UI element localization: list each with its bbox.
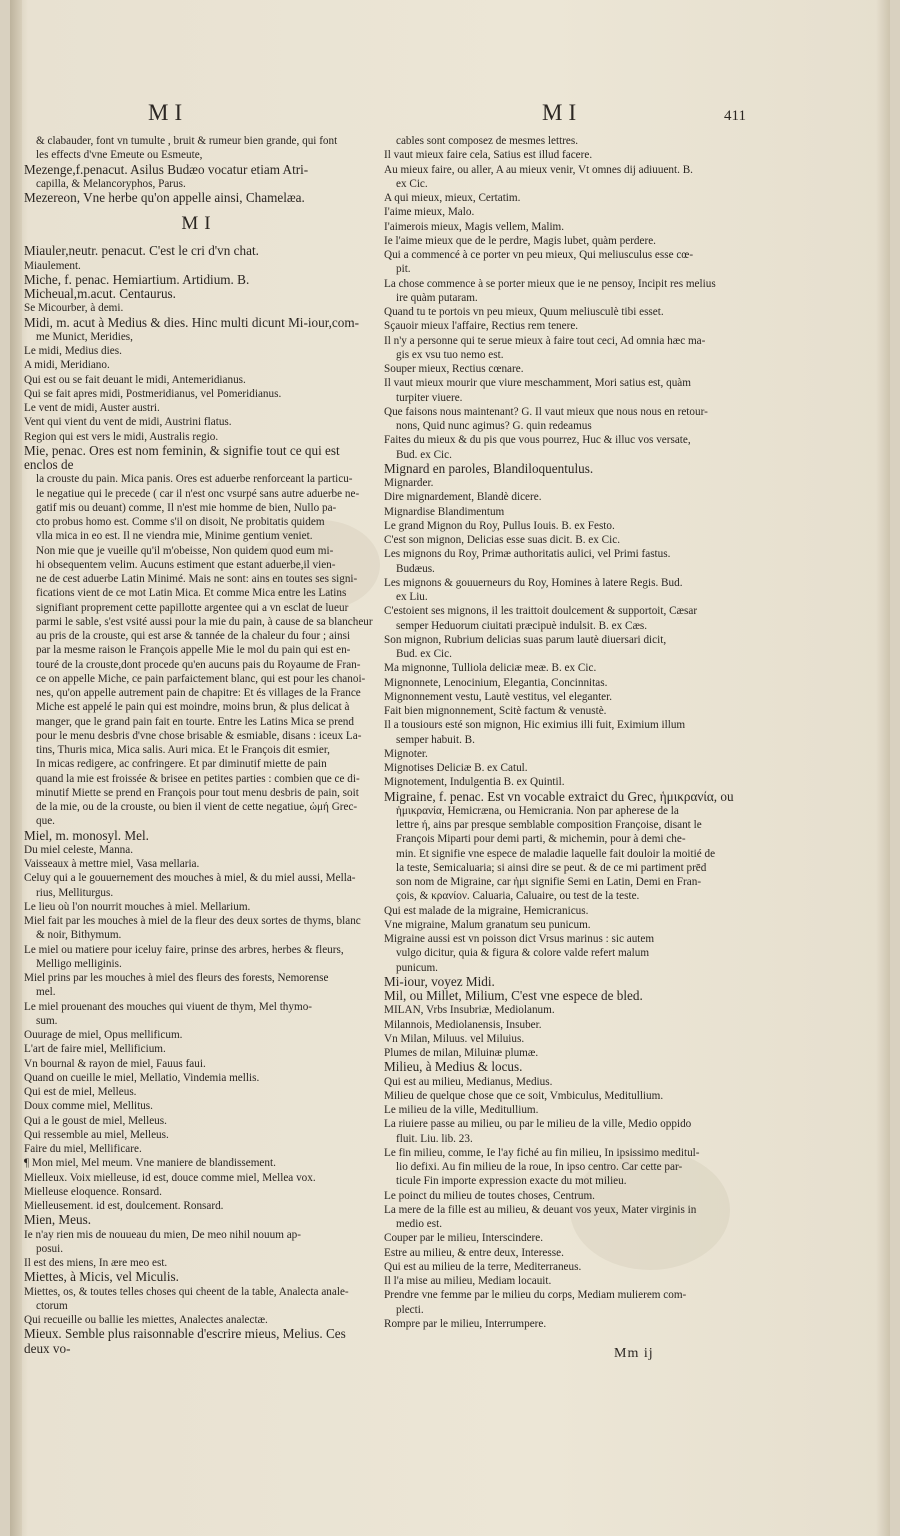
dictionary-line: A qui mieux, mieux, Certatim.: [384, 192, 521, 204]
dictionary-line: La chose commence à se porter mieux que ie ne pensoy, Incipit res melius: [384, 277, 716, 290]
dictionary-line: Il vaut mieux faire cela, Satius est illud facere.: [384, 149, 593, 162]
page-edge: [876, 0, 890, 1536]
dictionary-line: parmi le sable, s'est vsité aussi pour la mie du pain, à cause de sa blancheur: [36, 615, 373, 628]
dictionary-line: Le miel ou matiere pour iceluy faire, prinse des arbres, herbes & fleurs,: [24, 943, 344, 956]
dictionary-line: Ouurage de miel, Opus mellificum.: [24, 1029, 183, 1041]
dictionary-line: Plumes de milan, Miluinæ plumæ.: [384, 1047, 539, 1059]
dictionary-line: Quand tu te portois vn peu mieux, Quum meliusculè tibi esset.: [384, 306, 664, 318]
dictionary-line: Milieu de quelque chose que ce soit, Vmbiculus, Meditullium.: [384, 1089, 664, 1102]
dictionary-line: Region qui est vers le midi, Australis regio.: [24, 430, 219, 443]
dictionary-line: touré de la crouste,dont procede qu'en aucuns pais du Royaume de Fran-: [36, 658, 361, 671]
dictionary-line: Budæus.: [396, 562, 435, 575]
dictionary-line: çois, & κρανίον. Caluaria, Caluaire, ou test de la teste.: [396, 890, 640, 903]
signature-mark: Mm ij: [614, 1346, 654, 1361]
dictionary-line: Miettes, os, & toutes telles choses qui cheent de la table, Analecta anale-: [24, 1285, 349, 1298]
page-binding-shadow: [10, 0, 22, 1536]
dictionary-line: son nom de Migraine, car ἡμι signifie Semi en Latin, Demi en Fran-: [396, 876, 702, 888]
dictionary-line: hi obsequentem velim. Aucuns estiment que estant aduerbe,il vien-: [36, 558, 336, 571]
dictionary-line: Mignoter.: [384, 747, 428, 760]
dictionary-line: Du miel celeste, Manna.: [24, 843, 134, 856]
dictionary-line: Il vaut mieux mourir que viure meschamment, Mori satius est, quàm: [384, 377, 691, 390]
left-column: [24, 134, 374, 1356]
dictionary-line: sum.: [36, 1014, 58, 1027]
dictionary-line: Migraine aussi est vn poisson dict Vrsus marinus : sic autem: [384, 933, 655, 945]
dictionary-line: Il a tousiours esté son mignon, Hic eximius illi fuit, Eximium illum: [384, 719, 686, 732]
dictionary-line: Mielleusement. id est, doulcement. Ronsard.: [24, 1200, 224, 1212]
dictionary-line: ce on appelle Miche, ce pain parfaictement blanc, qui est pour les chanoi-: [36, 672, 366, 685]
dictionary-line: Mignardise Blandimentum: [384, 505, 505, 518]
dictionary-line: au pris de la crouste, qui est arse & tannée de la chaleur du four ; ainsi: [36, 630, 351, 642]
dictionary-line: la crouste du pain. Mica panis. Ores est aduerbe renforceant la particu-: [36, 473, 353, 486]
dictionary-line: Mignotises Deliciæ B. ex Catul.: [384, 762, 528, 774]
dictionary-line: ire quàm putaram.: [396, 291, 478, 304]
dictionary-line: Mil, ou Millet, Milium, C'est vne espece de bled.: [384, 988, 643, 1003]
dictionary-line: Miche est appelé le pain qui est moindre, moins brun, & plus delicat à: [36, 701, 350, 714]
dictionary-line: Mignonnete, Lenocinium, Elegantia, Concinnitas.: [384, 676, 608, 689]
dictionary-line: pour le menu desbris d'vne chose brisable & esmiable, disans : iceux La-: [36, 729, 362, 742]
dictionary-line: Le milieu de la ville, Meditullium.: [384, 1104, 539, 1116]
dictionary-line: la teste, Semicaluaria; si ainsi dire se peut. & de ce mi partiment prēd: [396, 861, 707, 874]
dictionary-line: Faire du miel, Mellificare.: [24, 1143, 142, 1155]
dictionary-line: Mezenge,f.penacut. Asilus Budæo vocatur etiam Atri-: [24, 161, 309, 177]
dictionary-line: Quand on cueille le miel, Mellatio, Vindemia mellis.: [24, 1071, 260, 1084]
dictionary-line: Prendre vne femme par le milieu du corps, Mediam mulierem com-: [384, 1289, 687, 1302]
dictionary-line: Micheual,m.acut. Centaurus.: [24, 286, 176, 301]
dictionary-line: Vaisseaux à mettre miel, Vasa mellaria.: [24, 858, 200, 870]
dictionary-line: semper Heduorum ciuitati præcipuè indulsit. B. ex Cæs.: [396, 619, 648, 632]
dictionary-line: Migraine, f. penac. Est vn vocable extraict du Grec, ἡμικρανία, ou: [384, 788, 734, 804]
dictionary-line: Mie, penac. Ores est nom feminin, & signifie tout ce qui est enclos de: [24, 442, 340, 472]
dictionary-line: Mielleuse eloquence. Ronsard.: [24, 1185, 162, 1198]
dictionary-line: Miauler,neutr. penacut. C'est le cri d'vn chat.: [24, 243, 259, 259]
dictionary-line: Ie n'ay rien mis de nouueau du mien, De meo nihil nouum ap-: [24, 1228, 301, 1241]
dictionary-line: Vne migraine, Malum granatum seu punicum.: [384, 918, 591, 931]
dictionary-line: Qui est ou se fait deuant le midi, Antemeridianus.: [24, 373, 246, 386]
dictionary-line: & clabauder, font vn tumulte , bruit & rumeur bien grande, qui font: [36, 135, 338, 147]
dictionary-line: Miaulement.: [24, 259, 81, 272]
dictionary-line: cto probus homo est. Comme s'il on disoit, Ne probitatis quidem: [36, 516, 325, 528]
dictionary-line: mel.: [36, 986, 56, 999]
dictionary-line: Couper par le milieu, Interscindere.: [384, 1232, 544, 1245]
dictionary-line: ne de cest aduerbe Latin Minimé. Mais ne sont: ains en toutes ses signi-: [36, 573, 358, 585]
dictionary-line: Vn bournal & rayon de miel, Fauus faui.: [24, 1057, 206, 1070]
dictionary-line: fications vient de ce mot Latin Mica. Et comme Mica entre les Latins: [36, 587, 347, 600]
dictionary-line: Vent qui vient du vent de midi, Austrini flatus.: [24, 416, 232, 429]
dictionary-line: Qui est malade de la migraine, Hemicranicus.: [384, 904, 589, 917]
dictionary-line: quand la mie est froissée & brisee en petites parties : combien que ce di-: [36, 772, 360, 785]
dictionary-line: Miettes, à Micis, vel Miculis.: [24, 1269, 179, 1285]
dictionary-line: Mien, Meus.: [24, 1212, 92, 1228]
dictionary-line: ctorum: [36, 1299, 68, 1312]
dictionary-line: Le grand Mignon du Roy, Pullus Iouis. B. ex Festo.: [384, 519, 615, 532]
dictionary-line: nons, Quid nunc agimus? G. quin redeamus: [396, 420, 592, 432]
dictionary-line: ¶ Mon miel, Mel meum. Vne maniere de blandissement.: [24, 1157, 276, 1170]
dictionary-line: Son mignon, Rubrium delicias suas parum lautè diuersari dicit,: [384, 633, 667, 646]
dictionary-line: Le midi, Medius dies.: [24, 345, 122, 357]
dictionary-line: Celuy qui a le gouuernement des mouches à miel, & du miel aussi, Mella-: [24, 872, 356, 885]
dictionary-line: Fait bien mignonnement, Scitè factum & venustè.: [384, 705, 607, 717]
dictionary-line: lio defixi. Au fin milieu de la roue, In ipso centro. Car cette par-: [396, 1161, 683, 1173]
dictionary-line: MILAN, Vrbs Insubriæ, Mediolanum.: [384, 1004, 555, 1017]
dictionary-line: Mignonnement vestu, Lautè vestitus, vel eleganter.: [384, 690, 613, 703]
dictionary-line: Non mie que je vueille qu'il m'obeisse, Non quidem quod eum mi-: [36, 544, 334, 557]
dictionary-line: I'aimerois mieux, Magis vellem, Malim.: [384, 220, 565, 233]
dictionary-line: Milannois, Mediolanensis, Insuber.: [384, 1018, 542, 1031]
dictionary-line: que.: [36, 815, 55, 828]
dictionary-line: Qui est au milieu, Medianus, Medius.: [384, 1075, 553, 1088]
right-column: [384, 134, 740, 1331]
dictionary-line: Mignard en paroles, Blandiloquentulus.: [384, 460, 594, 476]
dictionary-line: cables sont composez de mesmes lettres.: [396, 135, 579, 147]
dictionary-line: me Munict, Meridies,: [36, 330, 133, 343]
dictionary-line: Le poinct du milieu de toutes choses, Centrum.: [384, 1189, 595, 1202]
dictionary-line: A midi, Meridiano.: [24, 359, 110, 372]
dictionary-line: La mere de la fille est au milieu, & deuant vos yeux, Mater virginis in: [384, 1203, 697, 1216]
page-number: 411: [724, 108, 746, 124]
dictionary-line: C'est son mignon, Delicias esse suas dicit. B. ex Cic.: [384, 534, 620, 546]
dictionary-line: Souper mieux, Rectius cœnare.: [384, 363, 524, 375]
dictionary-line: punicum.: [396, 961, 438, 974]
dictionary-line: Le lieu où l'on nourrit mouches à miel. Mellarium.: [24, 900, 251, 913]
dictionary-line: Mieux. Semble plus raisonnable d'escrire mieus, Melius. Ces deux vo-: [24, 1326, 346, 1356]
dictionary-line: Milieu, à Medius & locus.: [384, 1059, 523, 1075]
dictionary-line: L'art de faire miel, Mellificium.: [24, 1043, 166, 1056]
dictionary-line: les effects d'vne Emeute ou Esmeute,: [36, 149, 203, 162]
dictionary-line: Qui recueille ou ballie les miettes, Analectes analectæ.: [24, 1314, 268, 1326]
dictionary-line: Bud. ex Cic.: [396, 448, 452, 461]
dictionary-line: tins, Thuris mica, Mica salis. Auri mica. Et le François dit esmier,: [36, 744, 330, 756]
dictionary-line: Il l'a mise au milieu, Mediam locauit.: [384, 1275, 552, 1287]
dictionary-line: Vn Milan, Miluus. vel Miluius.: [384, 1032, 525, 1045]
dictionary-line: ἡμικρανία, Hemicræna, ou Hemicrania. Non par apherese de la: [396, 804, 679, 817]
dictionary-line: Midi, m. acut à Medius & dies. Hinc multi dicunt Mi-iour,com-: [24, 314, 359, 330]
dictionary-line: Mielleux. Voix mielleuse, id est, douce comme miel, Mellea vox.: [24, 1171, 316, 1184]
dictionary-line: fluit. Liu. lib. 23.: [396, 1132, 473, 1145]
dictionary-line: Miche, f. penac. Hemiartium. Artidium. B.: [24, 271, 250, 287]
dictionary-line: Faites du mieux & du pis que vous pourrez, Huc & illuc vos versate,: [384, 434, 691, 447]
running-head-left: MI: [148, 100, 189, 125]
dictionary-line: Melligo melliginis.: [36, 957, 122, 970]
dictionary-line: vulgo dicitur, quia & figura & colore valde refert malum: [396, 947, 650, 960]
dictionary-line: manger, que le grand pain fait en tourte. Entre les Latins Mica se prend: [36, 715, 354, 728]
dictionary-line: posui.: [36, 1242, 64, 1255]
dictionary-line: Ie l'aime mieux que de le perdre, Magis lubet, quàm perdere.: [384, 234, 656, 247]
dictionary-line: Miel, m. monosyl. Mel.: [24, 827, 149, 843]
dictionary-line: In micas redigere, ac confringere. Et par diminutif miette de pain: [36, 758, 327, 771]
dictionary-line: François Miparti pour demi parti, & michemin, pour à demi che-: [396, 833, 686, 846]
dictionary-line: ex Cic.: [396, 177, 428, 190]
dictionary-line: Doux comme miel, Mellitus.: [24, 1100, 153, 1113]
dictionary-line: Le fin milieu, comme, Ie l'ay fiché au fin milieu, In ipsissimo meditul-: [384, 1146, 700, 1159]
dictionary-line: lettre ή, ains par presque semblable composition Françoise, disant le: [396, 819, 702, 831]
book-page: [10, 0, 890, 1536]
dictionary-line: plecti.: [396, 1303, 424, 1316]
dictionary-line: Rompre par le milieu, Interrumpere.: [384, 1317, 547, 1330]
dictionary-line: C'estoient ses mignons, il les traittoit doulcement & supportoit, Cæsar: [384, 605, 698, 618]
dictionary-line: semper habuit. B.: [396, 733, 475, 746]
dictionary-line: Mi-iour, voyez Midi.: [384, 973, 495, 989]
dictionary-line: nes, qu'on appelle autrement pain de chapitre: Et és villages de la France: [36, 687, 361, 699]
dictionary-line: Sçauoir mieux l'affaire, Rectius rem tenere.: [384, 320, 579, 333]
dictionary-line: Qui est de miel, Melleus.: [24, 1086, 137, 1098]
dictionary-line: Les mignons du Roy, Primæ authoritatis aulici, vel Primi fastus.: [384, 548, 671, 561]
dictionary-line: Mezereon, Vne herbe qu'on appelle ainsi, Chamelæa.: [24, 190, 305, 205]
dictionary-line: Il n'y a personne qui te serue mieux à faire tout ceci, Ad omnia hæc ma-: [384, 334, 706, 347]
dictionary-line: Estre au milieu, & entre deux, Interesse.: [384, 1246, 564, 1259]
dictionary-line: Le miel prouenant des mouches qui viuent de thym, Mel thymo-: [24, 1000, 313, 1013]
dictionary-line: minutif Miette se prend en François pour tout menu desbris de pain, soit: [36, 786, 359, 799]
dictionary-line: Qui est au milieu de la terre, Mediterraneus.: [384, 1260, 582, 1273]
dictionary-line: turpiter viuere.: [396, 391, 463, 404]
dictionary-line: Ma mignonne, Tulliola deliciæ meæ. B. ex Cic.: [384, 662, 597, 675]
dictionary-line: Se Micourber, à demi.: [24, 302, 124, 315]
dictionary-line: vlla mica in eo est. Il ne viendra mie, Minime gentium veniet.: [36, 530, 313, 543]
dictionary-line: Mignarder.: [384, 477, 434, 489]
dictionary-line: Qui ressemble au miel, Melleus.: [24, 1128, 169, 1141]
dictionary-line: de la mie, ou de la crouste, ou bien il vient de cette negatiue, ὡμή Grec-: [36, 801, 358, 813]
dictionary-line: & noir, Bithymum.: [36, 929, 122, 942]
dictionary-line: Qui se fait apres midi, Postmeridianus, vel Pomeridianus.: [24, 387, 282, 400]
dictionary-line: Que faisons nous maintenant? G. Il vaut mieux que nous nous en retour-: [384, 405, 708, 418]
dictionary-line: Il est des miens, In ære meo est.: [24, 1257, 168, 1269]
running-head-right: MI: [542, 100, 583, 125]
dictionary-line: signifiant proprement cette papillotte argentee qui a vn esclat de lueur: [36, 601, 349, 614]
dictionary-line: Miel fait par les mouches à miel de la fleur des deux sortes de thyms, blanc: [24, 915, 361, 927]
dictionary-line: Miel prins par les mouches à miel des fleurs des forests, Nemorense: [24, 972, 329, 984]
dictionary-line: par la mesme raison le François appelle Mie le mol du pain qui est en-: [36, 644, 351, 657]
dictionary-line: pit.: [396, 263, 411, 276]
dictionary-line: Qui a le goust de miel, Melleus.: [24, 1114, 167, 1127]
dictionary-line: Les mignons & gouuerneurs du Roy, Homines à latere Regis. Bud.: [384, 576, 683, 589]
dictionary-line: medio est.: [396, 1218, 442, 1230]
dictionary-line: Dire mignardement, Blandè dicere.: [384, 491, 542, 504]
dictionary-line: Mignotement, Indulgentia B. ex Quintil.: [384, 776, 565, 789]
dictionary-line: gis ex vsu tuo nemo est.: [396, 348, 504, 361]
dictionary-line: Au mieux faire, ou aller, A au mieux venir, Vt omnes dij adiuuent. B.: [384, 163, 693, 176]
dictionary-line: gatif mis ou deuant) comme, Il n'est mie homme de bien, Nullo pa-: [36, 501, 337, 514]
dictionary-line: Le vent de midi, Auster austri.: [24, 402, 160, 414]
dictionary-line: min. Et signifie vne espece de maladie laquelle fait douloir la moitié de: [396, 847, 716, 860]
dictionary-line: ticule Fin importe expression exacte du mot milieu.: [396, 1175, 627, 1188]
dictionary-line: le negatiue qui le precede ( car il n'est onc vsurpé sans autre aduerbe ne-: [36, 487, 360, 500]
dictionary-line: rius, Melliturgus.: [36, 886, 114, 899]
dictionary-line: I'aime mieux, Malo.: [384, 206, 475, 219]
dictionary-line: La riuiere passe au milieu, ou par le milieu de la ville, Medio oppido: [384, 1118, 692, 1131]
dictionary-line: ex Liu.: [396, 591, 428, 603]
section-heading: MI: [181, 213, 217, 235]
dictionary-line: capilla, & Melancoryphos, Parus.: [36, 177, 186, 190]
dictionary-line: Bud. ex Cic.: [396, 648, 452, 660]
dictionary-line: Qui a commencé à ce porter vn peu mieux, Qui meliusculus esse cœ-: [384, 249, 694, 261]
